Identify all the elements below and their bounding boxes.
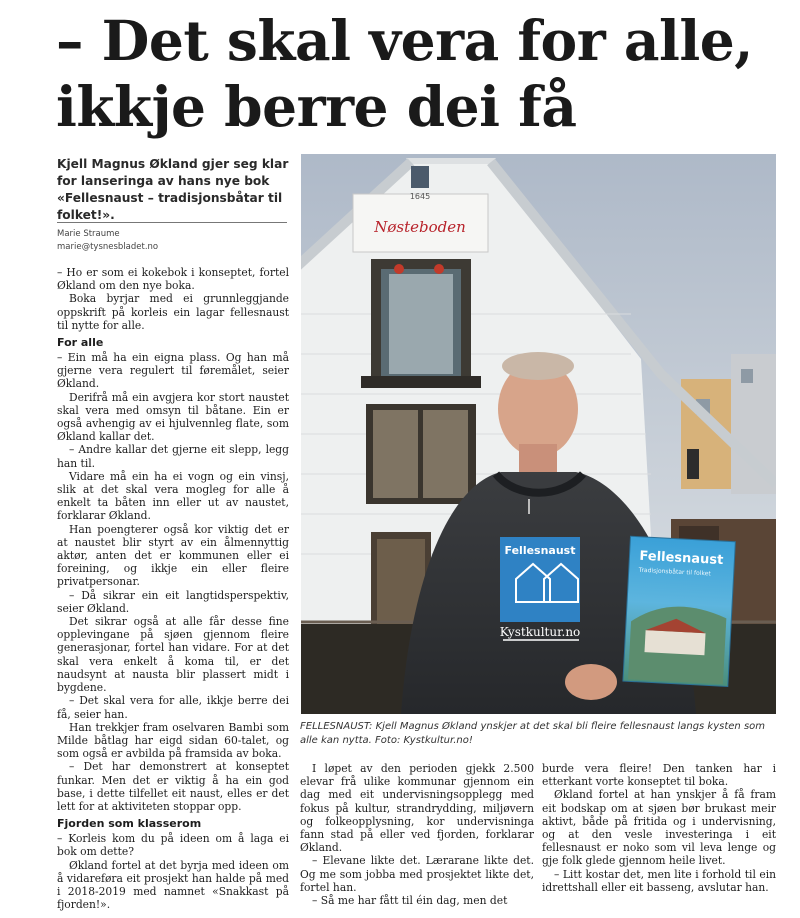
paragraph: – Litt kostar det, men lite i forhold til ein idrettshall eller eit basseng, avslutar han.: [542, 867, 776, 894]
paragraph: – Elevane likte det. Lærarane likte det. Og me som jobba med prosjektet likte det, fortel han.: [300, 854, 534, 894]
caption-label: FELLESNAUST:: [300, 721, 373, 732]
ingress: Kjell Magnus Økland gjer seg klar for lanseringa av hans nye bok «Fellesnaust – tradisjonsbåtar til folket!».: [57, 157, 289, 222]
paragraph: Han trekkjer fram oselvaren Bambi som Milde båtlag har eigd sidan 60-talet, og som også er avbilda på framsida av boka.: [57, 720, 289, 761]
byline-divider: [57, 222, 287, 223]
paragraph: – Då sikrar ein eit langtidsperspektiv, seier Økland.: [57, 588, 289, 615]
paragraph: – Andre kallar det gjerne eit slepp, legg han til.: [57, 443, 289, 470]
paragraph: Han poengterer også kor viktig det er at naustet blir styrt av ein ålmennyttig aktør, anten det er kommunen eller ei foreining, og ikkje ein eller fleire privatpersonar.: [57, 522, 289, 589]
sign-nosteboden: Nøsteboden: [374, 218, 466, 236]
paragraph: Derifrå må ein avgjera kor stort naustet skal vera med omsyn til båtane. Ein er også avhengig av ei hjulvennleg flate, som Økland kallar det.: [57, 390, 289, 444]
subheading-for-alle: For alle: [57, 336, 104, 350]
subheading-fjorden-som-klasserom: Fjorden som klasserom: [57, 817, 202, 831]
paragraph: – Så me har fått til éin dag, men det: [312, 894, 508, 908]
shirt-logo-text: Fellesnaust: [504, 544, 576, 557]
paragraph: – Det skal vera for alle, ikkje berre dei få, seier han.: [57, 694, 289, 721]
paragraph: – Korleis kom du på ideen om å laga ei bok om dette?: [57, 832, 289, 859]
book-subtitle-text: Tradisjonsbåtar til folket: [638, 566, 711, 578]
paragraph: Økland fortel at det byrja med ideen om å vidareføra eit prosjekt han halde på med i 2018-2019 med namnet «Snakkast på fjorden!».: [57, 858, 289, 912]
photo-caption: [300, 720, 778, 748]
paragraph: – Ho er som ei kokebok i konseptet, fortel Økland om den nye boka.: [57, 266, 289, 293]
author-email[interactable]: marie@tysnesbladet.no: [57, 242, 159, 252]
headline-line-2: ikkje berre dei få: [56, 74, 577, 139]
article-photo: [301, 154, 776, 714]
shirt-url-text: Kystkultur.no: [499, 625, 581, 639]
paragraph: Vidare må ein ha ei vogn og ein vinsj, slik at det skal vera mogleg for alle å enkelt ta båten inn eller ut av naustet, forklarar Økland.: [57, 469, 289, 523]
paragraph: – Ein må ha ein eigna plass. Og han må gjerne vera regulert til føremålet, seier Økland.: [57, 351, 289, 391]
paragraph: – Det har demonstrert at konseptet funkar. Men det er viktig å ha ein god base, i dette tilfellet eit naust, elles er det lett for at aktiviteten stoppar opp.: [57, 760, 289, 813]
headline-line-1: – Det skal vera for alle,: [56, 8, 753, 73]
body-column-3: [542, 762, 776, 894]
book-title-text: Fellesnaust: [639, 548, 724, 569]
paragraph: Økland fortel at han ynskjer å få fram eit bodskap om at sjøen bør brukast meir aktivt, både på fritida og i undervisning, og at den vesle investeringa i eit fellesnaust er noko som vil leva lenge og gje folk glede gjennom heile livet.: [542, 788, 776, 868]
body-column-1: [57, 266, 289, 911]
byline: [57, 228, 287, 254]
headline: [56, 8, 786, 140]
paragraph: Boka byrjar med ei grunnleggjande oppskrift på korleis ein lagar fellesnaust til nytte for alle.: [57, 292, 289, 332]
paragraph: Det sikrar også at alle får desse fine opplevingane på sjøen gjennom fleire generasjonar, fortel han vidare. For at det skal vera enkelt å koma til, er det naudsynt at nausta blir plassert midt i bygdene.: [57, 615, 289, 695]
author-name: Marie Straume: [57, 229, 120, 239]
paragraph: I løpet av den perioden gjekk 2.500 elevar frå ulike kommunar gjennom ein dag med eit undervisningsopplegg med fokus på kultur, strandrydding, miljøvern og folkeopplysning, kor undervisninga fann stad på eller ved fjorden, forklarar Økland.: [300, 762, 534, 855]
caption-text: Kjell Magnus Økland ynskjer at det skal bli fleire fellesnaust langs kysten som alle kan nytta. Foto: Kystkultur.no!: [300, 721, 766, 746]
paragraph: burde vera fleire! Den tanken har i etterkant vorte konseptet til boka.: [542, 762, 776, 789]
body-column-2: [300, 762, 534, 907]
sign-year: 1645: [409, 192, 431, 201]
photo-illustration: [301, 154, 776, 714]
